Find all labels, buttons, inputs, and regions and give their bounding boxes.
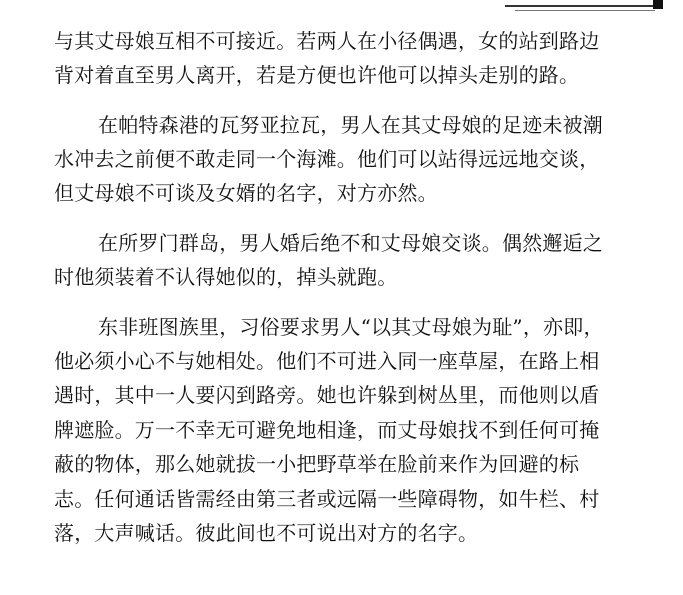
text-line: 在帕特森港的瓦努亚拉瓦，男人在其丈母娘的足迹未被潮: [98, 113, 603, 137]
text-line: 落，大声喊话。彼此间也不可说出对方的名字。: [54, 521, 479, 545]
corner-mark: [653, 0, 663, 9]
top-rule: [505, 5, 655, 7]
text-line: 水冲去之前便不敢走同一个海滩。他们可以站得远远地交谈，: [54, 147, 600, 171]
text-line: 但丈母娘不可谈及女婿的名字，对方亦然。: [54, 181, 438, 205]
text-line: 遇时，其中一人要闪到路旁。她也许躲到树丛里，而他则以盾: [54, 383, 600, 407]
text-line: 与其丈母娘互相不可接近。若两人在小径偶遇，女的站到路边: [54, 29, 600, 53]
text-line: 时他须装着不认得她似的，掉头就跑。: [54, 265, 398, 289]
text-line: 志。任何通话皆需经由第三者或远隔一些障碍物，如牛栏、村: [54, 487, 600, 511]
top-rule-thin: [515, 10, 655, 11]
text-line: 牌遮脸。万一不幸无可避免地相逢，而丈母娘找不到任何可掩: [54, 418, 600, 442]
text-line: 他必须小心不与她相处。他们不可进入同一座草屋，在路上相: [54, 349, 600, 373]
text-line: 蔽的物体，那么她就拔一小把野草举在脸前来作为回避的标: [54, 452, 580, 476]
text-line: 背对着直至男人离开，若是方便也许他可以掉头走别的路。: [54, 63, 580, 87]
text-line: 在所罗门群岛，男人婚后绝不和丈母娘交谈。偶然邂逅之: [98, 231, 603, 255]
text-line: 东非班图族里，习俗要求男人“以其丈母娘为耻”，亦即，: [98, 315, 604, 339]
